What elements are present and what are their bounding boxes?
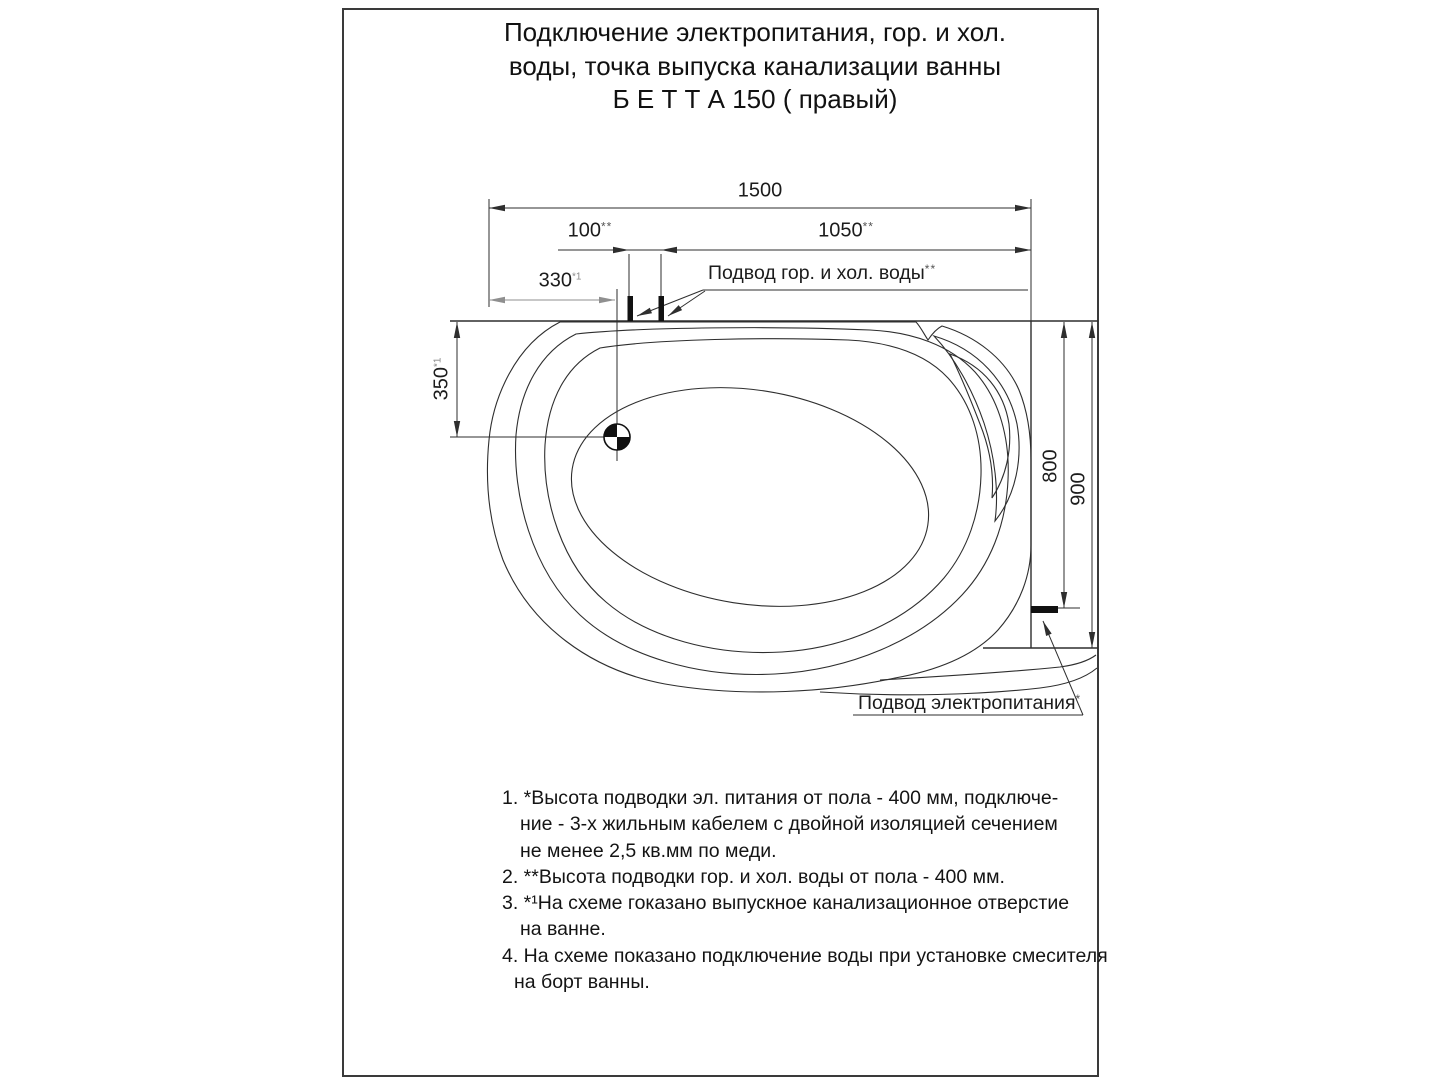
dim-label-1050: 1050** bbox=[818, 219, 874, 242]
note-4-line-2: на борт ванны. bbox=[514, 971, 650, 994]
water-supply-label: Подвод гор. и хол. воды** bbox=[708, 262, 937, 284]
tub-contours bbox=[487, 322, 1097, 695]
note-1-line-1: 1. *Высота подводки эл. питания от пола - 400 мм, подключе- bbox=[502, 787, 1059, 809]
leader-arrows bbox=[637, 305, 1052, 636]
note-4-line-1: 4. На схеме показано подключение воды при установке смесителя bbox=[502, 944, 1108, 967]
water-connection-points bbox=[628, 296, 665, 321]
leader-lines bbox=[637, 290, 1083, 715]
dim-label-1500: 1500 bbox=[737, 179, 783, 202]
note-1-line-2: ние - 3-х жильным кабелем с двойной изоляцией сечением bbox=[520, 813, 1058, 836]
dim-label-350: 350$^{*1}$ bbox=[430, 357, 453, 401]
dim-label-900: 900 bbox=[1067, 472, 1090, 506]
dim-label-800: 800 bbox=[1039, 449, 1062, 483]
notes-block bbox=[502, 785, 1112, 995]
note-1-line-3: не менее 2,5 кв.мм по меди. bbox=[520, 839, 777, 862]
drawing-title bbox=[380, 16, 1130, 117]
note-2-line-1: 2. **Высота подводки гор. и хол. воды от пола - 400 мм. bbox=[502, 865, 1005, 888]
power-supply-label: Подвод электропитания* bbox=[858, 692, 1082, 714]
dim-label-330: 330$^{*1}$ bbox=[538, 269, 582, 292]
power-connection-point bbox=[1031, 606, 1058, 613]
title-line-3: Б Е Т Т А 150 ( правый) bbox=[612, 84, 898, 114]
note-3-line-1: 3. *¹На схеме гоказано выпускное канализационное отверстие bbox=[502, 892, 1070, 915]
note-3-line-2: на ванне. bbox=[520, 918, 606, 941]
title-line-2: воды, точка выпуска канализации ванны bbox=[508, 50, 1002, 81]
dim-label-100: 100** bbox=[567, 219, 613, 242]
drain-symbol bbox=[604, 424, 630, 450]
wall-lines bbox=[450, 321, 1098, 648]
title-line-1: Подключение электропитания, гор. и хол. bbox=[503, 17, 1006, 47]
